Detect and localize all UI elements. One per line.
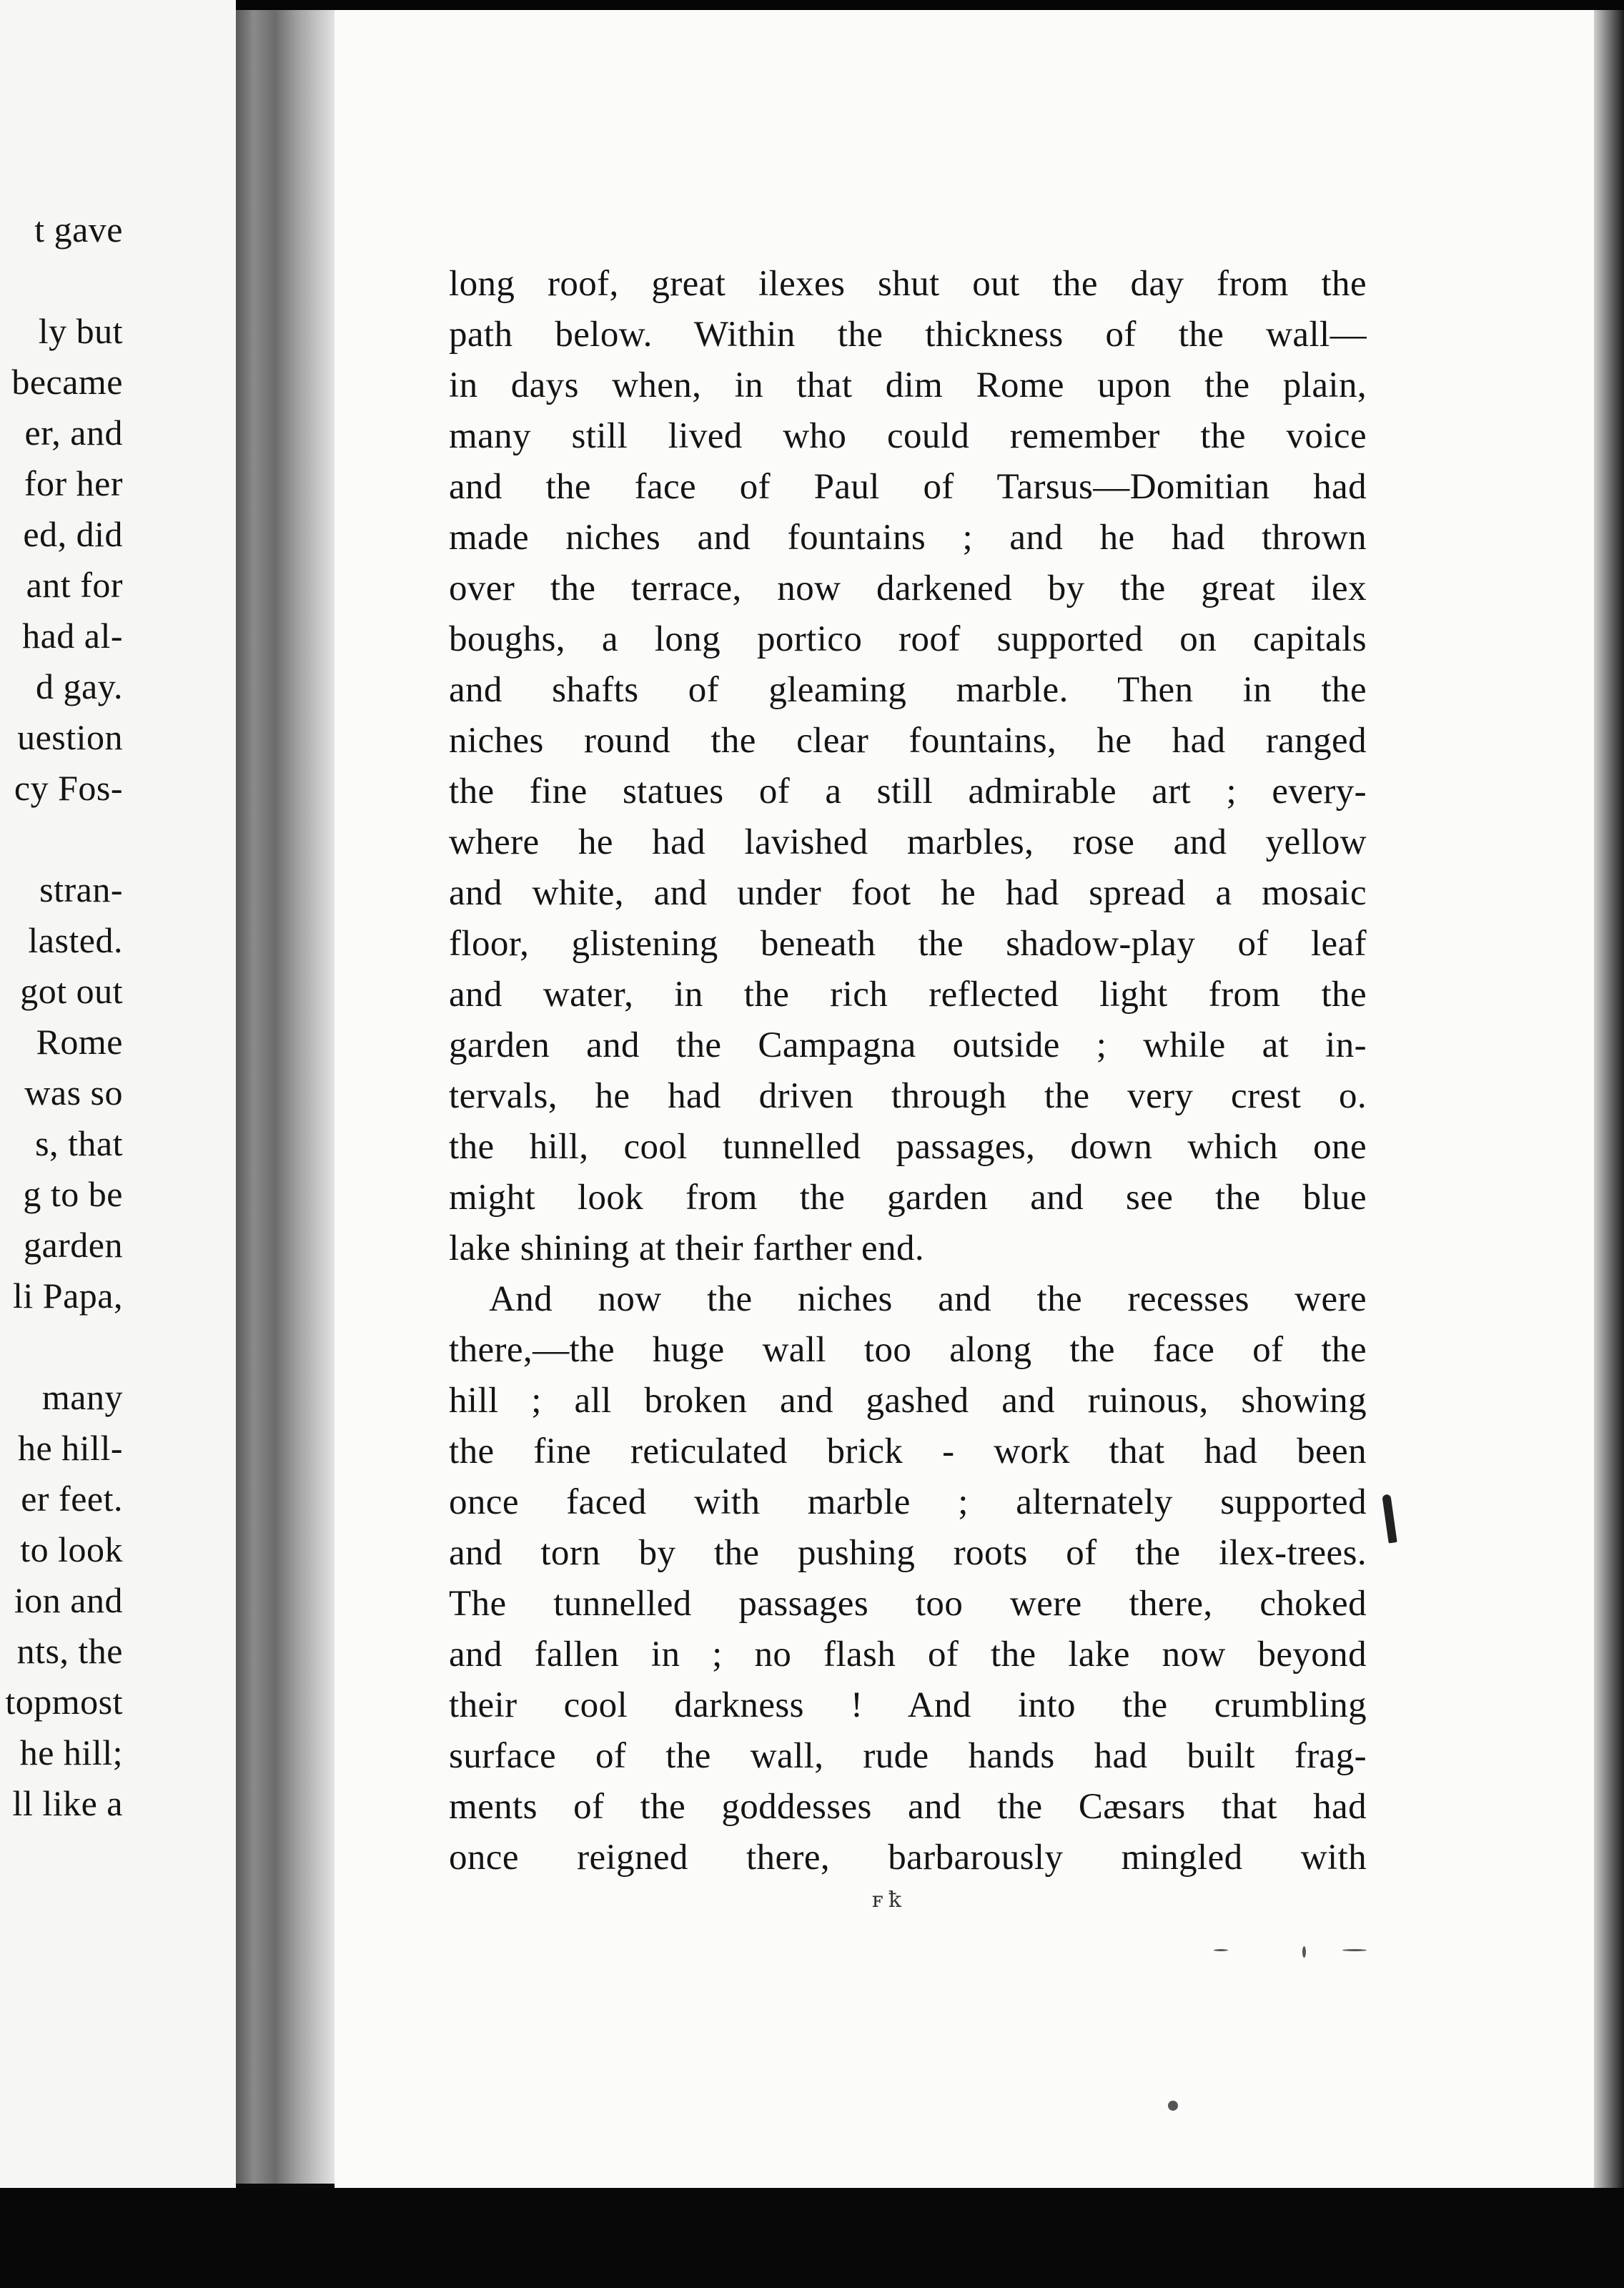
left-page-line: nts, the (16, 1631, 123, 1671)
text-line: and white, and under foot he had spread a mosaic (449, 873, 1367, 913)
left-page-line: topmost (5, 1682, 123, 1722)
text-line: and the face of Paul of Tarsus—Domitian had (449, 467, 1367, 507)
left-page-line: garden (23, 1225, 123, 1265)
text-line: niches round the clear fountains, he had ranged (449, 721, 1367, 761)
ink-speck (1214, 1949, 1228, 1951)
text-line: the fine statues of a still admirable art ; every- (449, 771, 1367, 812)
left-page-line: s, that (35, 1123, 123, 1163)
left-page (0, 0, 236, 2188)
text-line: in days when, in that dim Rome upon the plain, (449, 365, 1367, 405)
text-line: floor, glistening beneath the shadow-play of leaf (449, 924, 1367, 964)
page-edge-shadow (1594, 10, 1624, 2219)
left-page-line: ly but (38, 311, 123, 351)
text-line: tervals, he had driven through the very crest o. (449, 1076, 1367, 1116)
text-line: surface of the wall, rude hands had built frag- (449, 1736, 1367, 1776)
text-line: path below. Within the thickness of the wall— (449, 315, 1367, 355)
left-page-line: he hill- (17, 1428, 123, 1468)
scan-edge-bottom (0, 2188, 1624, 2288)
text-line: The tunnelled passages too were there, choked (449, 1584, 1367, 1624)
text-line: boughs, a long portico roof supported on capitals (449, 619, 1367, 659)
left-page-line: ion and (14, 1580, 123, 1620)
left-page-line: cy Fos- (14, 768, 123, 808)
text-line: might look from the garden and see the blue (449, 1178, 1367, 1218)
text-line: garden and the Campagna outside ; while at in- (449, 1025, 1367, 1065)
page-signature-mark: ꜰ ꝁ (872, 1888, 902, 1912)
text-line: and shafts of gleaming marble. Then in the (449, 670, 1367, 710)
ink-speck (1302, 1946, 1306, 1958)
ink-speck (1168, 2101, 1178, 2111)
left-page-line: ll like a (12, 1783, 123, 1823)
left-page-line: for her (24, 463, 123, 503)
ink-speck (1342, 1949, 1367, 1951)
text-line: many still lived who could remember the voice (449, 416, 1367, 456)
text-line: made niches and fountains ; and he had thrown (449, 518, 1367, 558)
text-line: hill ; all broken and gashed and ruinous, showing (449, 1381, 1367, 1421)
left-page-line: ed, did (23, 514, 123, 554)
right-page (335, 10, 1595, 2219)
text-line: and fallen in ; no flash of the lake now beyond (449, 1634, 1367, 1675)
left-page-line: stran- (39, 869, 123, 909)
text-line: there,—the huge wall too along the face of the (449, 1330, 1367, 1370)
left-page-line: er, and (24, 413, 123, 453)
text-line: once faced with marble ; alternately supported (449, 1482, 1367, 1522)
left-page-line: Rome (36, 1022, 123, 1062)
text-line: and water, in the rich reflected light from the (449, 975, 1367, 1015)
text-line: And now the niches and the recesses were (489, 1279, 1367, 1319)
text-line: their cool darkness ! And into the crumbling (449, 1685, 1367, 1725)
left-page-line: lasted. (28, 920, 123, 960)
left-page-line: was so (24, 1072, 123, 1113)
left-page-line: g to be (23, 1174, 123, 1214)
left-page-line: got out (20, 971, 123, 1011)
left-page-line: ant for (26, 565, 123, 605)
left-page-line: uestion (17, 717, 123, 757)
left-page-line: er feet. (21, 1479, 123, 1519)
left-page-line: li Papa, (13, 1276, 123, 1316)
text-line: the fine reticulated brick - work that had been (449, 1431, 1367, 1471)
left-page-line: to look (20, 1529, 123, 1569)
text-line: where he had lavished marbles, rose and yellow (449, 822, 1367, 862)
text-line: long roof, great ilexes shut out the day from the (449, 264, 1367, 304)
book-gutter (236, 10, 335, 2184)
text-line: the hill, cool tunnelled passages, down which one (449, 1127, 1367, 1167)
left-page-line: d gay. (36, 666, 123, 706)
text-line: lake shining at their farther end. (449, 1228, 925, 1268)
left-page-line: he hill; (19, 1732, 123, 1772)
text-line: and torn by the pushing roots of the ilex-trees. (449, 1533, 1367, 1573)
text-line: ments of the goddesses and the Cæsars that had (449, 1787, 1367, 1827)
text-line: once reigned there, barbarously mingled with (449, 1838, 1367, 1878)
page-body-text (449, 259, 1367, 1883)
left-page-line: many (41, 1377, 123, 1417)
scan-edge-top (236, 0, 1624, 10)
left-page-line: became (11, 362, 123, 402)
left-page-line: had al- (22, 616, 123, 656)
left-page-line: t gave (34, 209, 123, 250)
text-line: over the terrace, now darkened by the great ilex (449, 568, 1367, 608)
